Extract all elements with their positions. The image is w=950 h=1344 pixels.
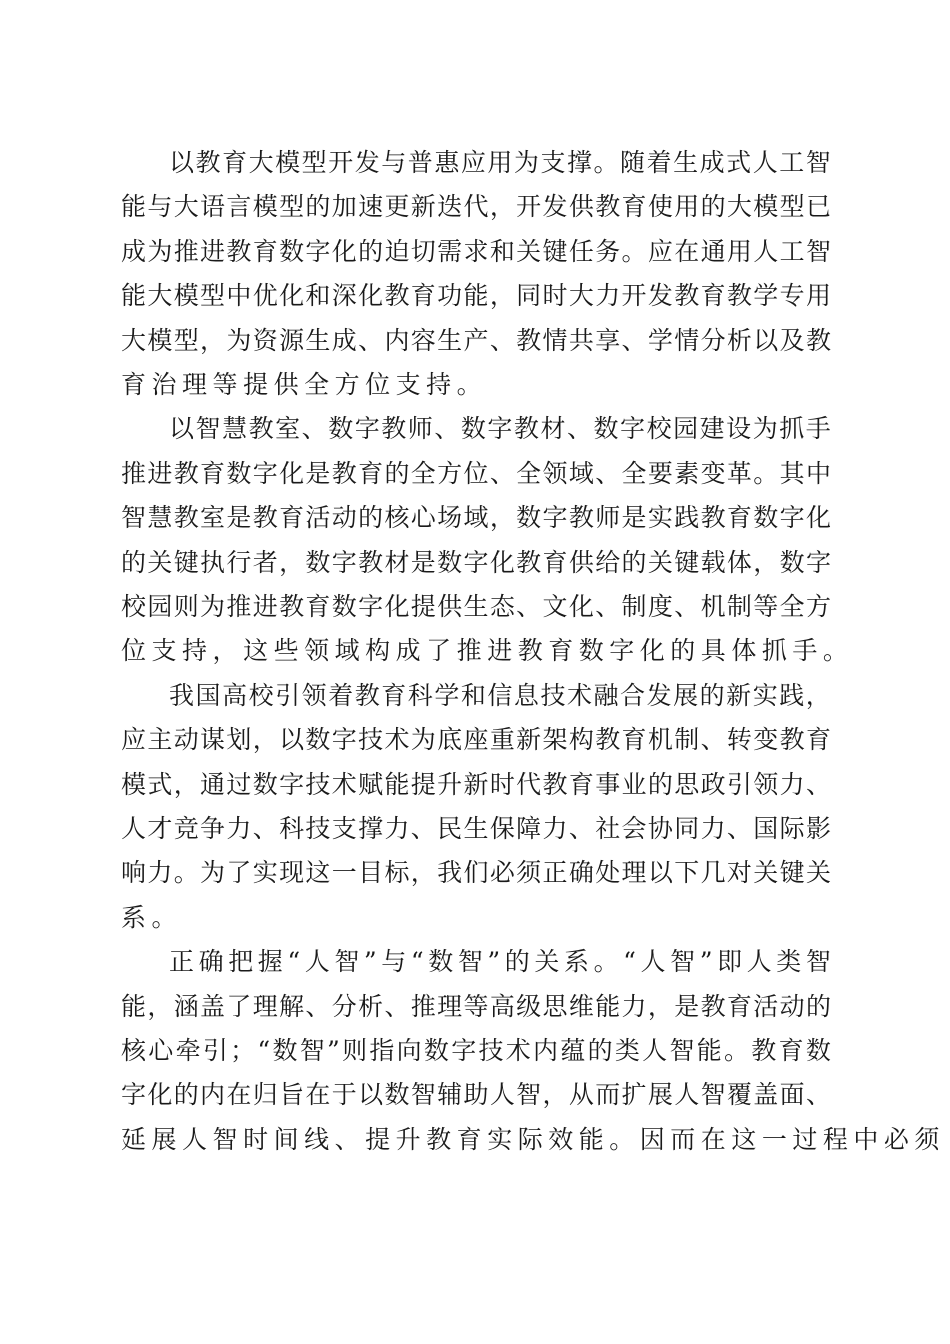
paragraph-line: 能 ， 涵 盖 了 理 解 、 分 析 、 推 理 等 高 级 思 维 能 力 ， 是 教 育 活 动 的 <box>121 991 831 1021</box>
paragraph-line: 以 智 慧 教 室 、 数 字 教 师 、 数 字 教 材 、 数 字 校 园 建 设 为 抓 手 <box>169 414 831 444</box>
paragraph-line: 能 大 模 型 中 优 化 和 深 化 教 育 功 能 ， 同 时 大 力 开 发 教 育 教 学 专 用 <box>121 281 831 311</box>
paragraph-line: 育 治 理 等 提 供 全 方 位 支 持 。 <box>121 370 482 399</box>
paragraph-line: 校 园 则 为 推 进 教 育 数 字 化 提 供 生 态 、 文 化 、 制 度 、 机 制 等 全 方 <box>121 592 831 621</box>
paragraph-line: 我 国 高 校 引 领 着 教 育 科 学 和 信 息 技 术 融 合 发 展 的 新 实 践 ， <box>169 680 831 710</box>
paragraph-line: 应 主 动 谋 划 ， 以 数 字 技 术 为 底 座 重 新 架 构 教 育 机 制 、 转 变 教 育 <box>121 725 831 755</box>
paragraph-line: 响 力 。 为 了 实 现 这 一 目 标 ， 我 们 必 须 正 确 处 理 以 下 几 对 关 键 关 <box>121 858 831 888</box>
paragraph-line: 位 支 持 ， 这 些 领 域 构 成 了 推 进 教 育 数 字 化 的 具 体 抓 手 。 <box>121 636 848 666</box>
paragraph-line: 推 进 教 育 数 字 化 是 教 育 的 全 方 位 、 全 领 域 、 全 要 素 变 革 。 其 中 <box>121 458 831 488</box>
paragraph-line: 字 化 的 内 在 归 旨 在 于 以 数 智 辅 助 人 智 ， 从 而 扩 展 人 智 覆 盖 面 、 <box>121 1080 831 1110</box>
paragraph-line: 以 教 育 大 模 型 开 发 与 普 惠 应 用 为 支 撑 。 随 着 生 成 式 人 工 智 <box>169 148 831 177</box>
paragraph-line: 智 慧 教 室 是 教 育 活 动 的 核 心 场 域 ， 数 字 教 师 是 实 践 教 育 数 字 化 <box>121 503 831 533</box>
paragraph-line: 大 模 型 ， 为 资 源 生 成 、 内 容 生 产 、 教 情 共 享 、 学 情 分 析 以 及 教 <box>121 325 831 355</box>
paragraph-line: 成 为 推 进 教 育 数 字 化 的 迫 切 需 求 和 关 键 任 务 。 应 在 通 用 人 工 智 <box>121 236 831 266</box>
paragraph-line: 人 才 竞 争 力 、 科 技 支 撑 力 、 民 生 保 障 力 、 社 会 协 同 力 、 国 际 影 <box>121 814 831 843</box>
paragraph-line: 核 心 牵 引 ； “ 数 智 ” 则 指 向 数 字 技 术 内 蕴 的 类 人 智 能 。 教 育 数 <box>121 1036 831 1065</box>
paragraph-line: 模 式 ， 通 过 数 字 技 术 赋 能 提 升 新 时 代 教 育 事 业 的 思 政 引 领 力 、 <box>121 769 831 799</box>
paragraph-line: 正 确 把 握 “ 人 智 ” 与 “ 数 智 ” 的 关 系 。 “ 人 智 ” 即 人 类 智 <box>169 947 831 977</box>
paragraph-line: 能 与 大 语 言 模 型 的 加 速 更 新 迭 代 ， 开 发 供 教 育 使 用 的 大 模 型 已 <box>121 192 831 222</box>
paragraph-line: 的 关 键 执 行 者 ， 数 字 教 材 是 数 字 化 教 育 供 给 的 关 键 载 体 ， 数 字 <box>121 547 831 577</box>
paragraph-line: 延 展 人 智 时 间 线 、 提 升 教 育 实 际 效 能 。 因 而 在 这 一 过 程 中 必 须 <box>121 1124 940 1154</box>
paragraph-line: 系 。 <box>121 902 177 932</box>
